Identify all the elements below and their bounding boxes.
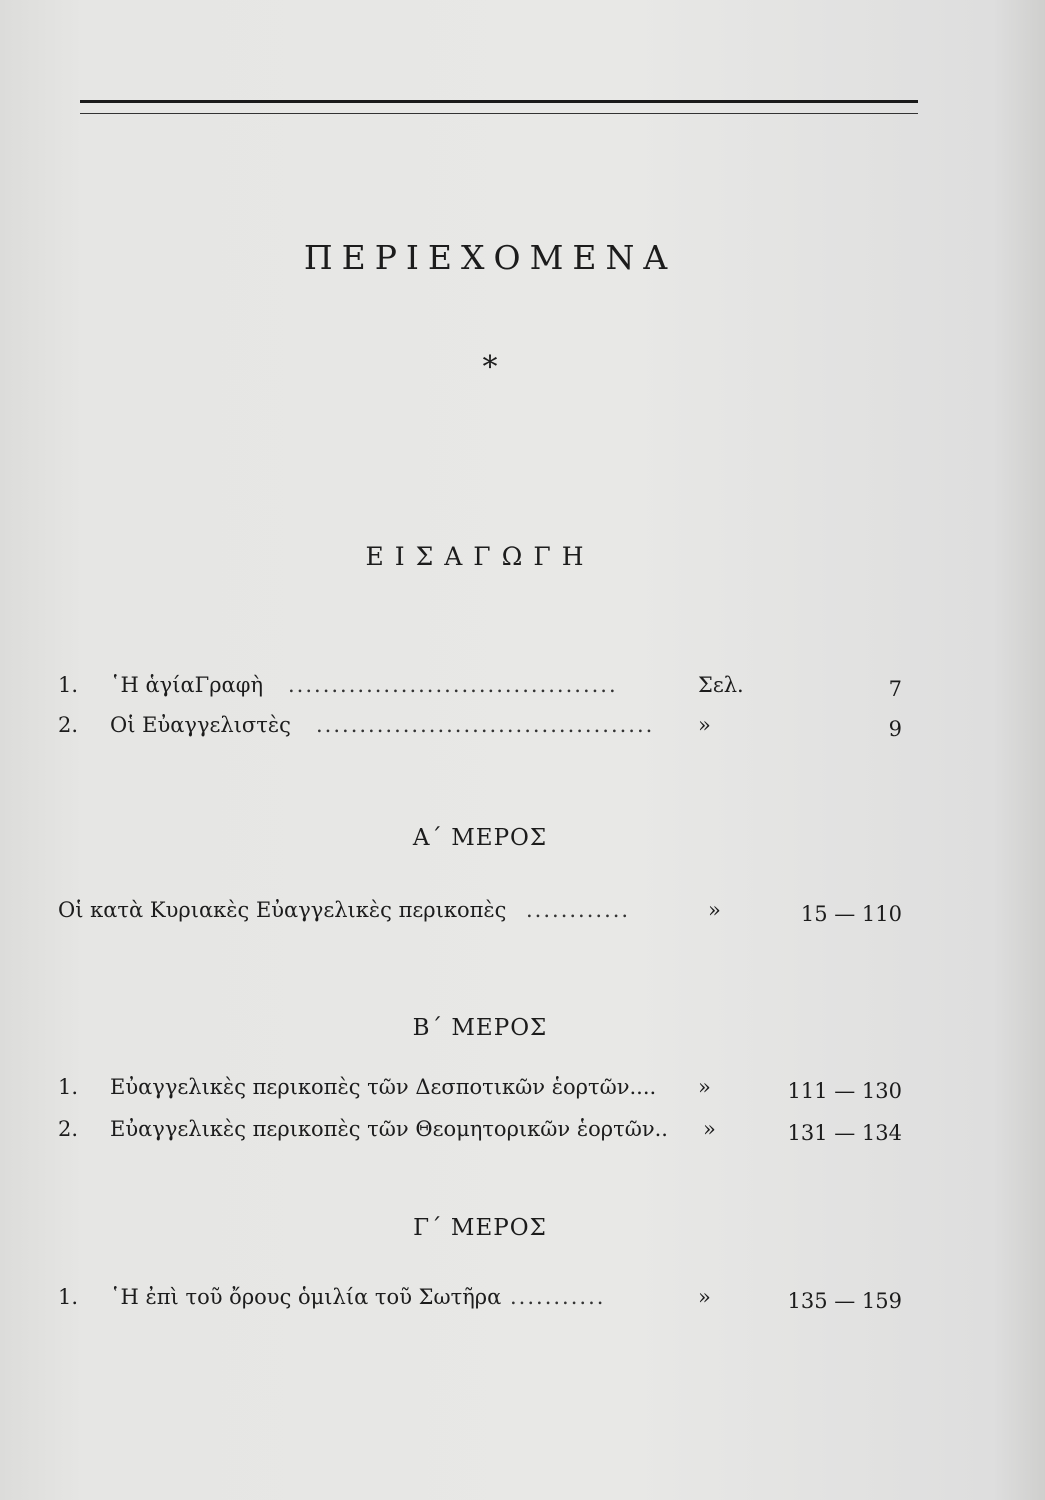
page-range: 135 — 159 [787, 1289, 902, 1313]
toc-entry [58, 1075, 906, 1109]
leader-dots: ............ [526, 898, 631, 922]
toc-entry [58, 898, 906, 932]
page-ref-label: » [698, 1075, 711, 1099]
entry-number: 2. [58, 713, 79, 737]
page-number: 7 [888, 677, 902, 701]
toc-entry [58, 1117, 906, 1151]
asterisk-ornament: * [482, 350, 498, 385]
page-range: 111 — 130 [787, 1079, 902, 1103]
header-rule-thin [80, 113, 918, 114]
section-heading-part-b: Β΄ ΜΕΡΟΣ [412, 1015, 548, 1041]
section-heading-introduction: ΕΙΣΑΓΩΓΗ [365, 542, 595, 571]
entry-number: 2. [58, 1117, 79, 1141]
section-heading-part-c: Γ΄ ΜΕΡΟΣ [413, 1215, 547, 1241]
page-ref-label: » [698, 713, 711, 737]
toc-entry [58, 1285, 906, 1319]
entry-title: Οἱ κατὰ Κυριακὲς Εὐαγγελικὲς περικοπὲς [58, 898, 507, 922]
entry-number: 1. [58, 1075, 79, 1099]
page-range: 15 — 110 [800, 902, 902, 926]
entry-title: ῾Η ἁγίαΓραφὴ [110, 673, 264, 697]
entry-title: Εὐαγγελικὲς περικοπὲς τῶν Θεομητορικῶν ἑορτῶν.. [110, 1117, 668, 1141]
page-ref-label: » [703, 1117, 716, 1141]
leader-dots: ...................................... [288, 673, 618, 697]
leader-dots: ........... [510, 1285, 606, 1309]
page-number: 9 [888, 717, 902, 741]
entry-title: ῾Η ἐπὶ τοῦ ὄρους ὁμιλία τοῦ Σωτῆρα [110, 1285, 502, 1309]
page-title: ΠΕΡΙΕΧΟΜΕΝΑ [303, 238, 677, 277]
page-ref-label: Σελ. [698, 673, 744, 697]
section-heading-part-a: Α΄ ΜΕΡΟΣ [412, 825, 548, 851]
entry-number: 1. [58, 1285, 79, 1309]
page-range: 131 — 134 [787, 1121, 902, 1145]
header-rule-thick [80, 100, 918, 103]
entry-number: 1. [58, 673, 79, 697]
entry-title: Εὐαγγελικὲς περικοπὲς τῶν Δεσποτικῶν ἑορτῶν.... [110, 1075, 657, 1099]
page-ref-label: » [698, 1285, 711, 1309]
leader-dots: ....................................... [316, 713, 655, 737]
toc-entry [58, 673, 906, 707]
entry-title: Οἱ Εὐαγγελιστὲς [110, 713, 291, 737]
page-ref-label: » [708, 898, 721, 922]
toc-entry [58, 713, 906, 747]
